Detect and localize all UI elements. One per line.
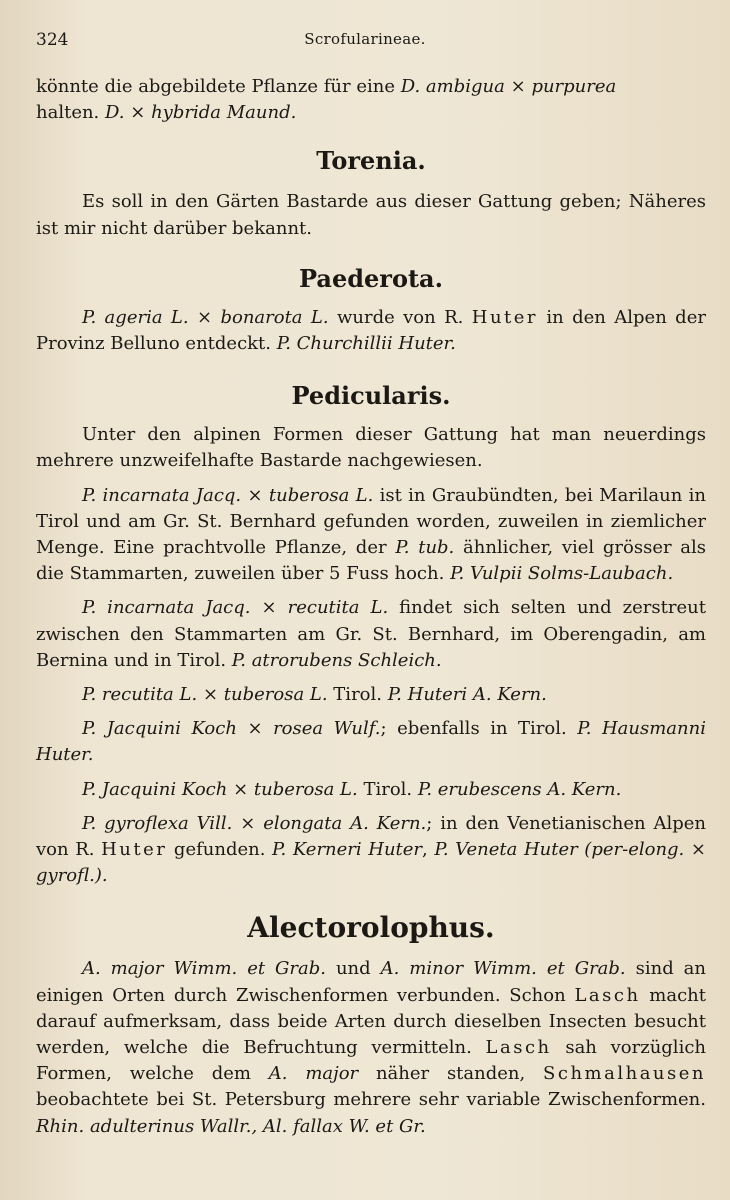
intro-paragraph: könnte die abgebildete Pflanze für eine D. ambigua × purpurea halten. D. ⨯ hybrida Maund. [36,76,617,124]
pedicularis-hybrid-1: P. incarnata Jacq. × tuberosa L. ist in Graubündten, bei Marilaun in Tirol und am Gr. St. Bernhard gefunden worden, zuweilen in ziemlicher Menge. Eine prachtvolle Pflanze, der P. tub. ähnlicher, viel grösser als die Stammarten, zuweilen über 5 Fuss hoch. P. Vulpii Solms-Laubach. [36,484,707,585]
alectorolophus-paragraph: A. major Wimm. et Grab. und A. minor Wimm. et Grab. sind an einigen Orten durch Zwischenformen verbunden. Schon Lasch macht darauf aufmerksam, dass beide Arten durch dieselben Insecten besucht werden, welche die Befruchtung vermitteln. Lasch sah vorzüglich Formen, welche dem A. major näher standen, Schmalhausen beobachtete bei St. Petersburg mehrere sehr variable Zwischenformen. Rhin. adulterinus Wallr., Al. fallax W. et Gr. [36,958,707,1137]
running-title: Scrofularineae. [304,30,426,48]
pedicularis-hybrid-5: P. Jacquini Koch × tuberosa L. Tirol. P. erubescens A. Kern. [82,778,622,800]
pedicularis-hybrid-3: P. recutita L. × tuberosa L. Tirol. P. Huteri A. Kern. [82,684,547,706]
pedicularis-hybrid-4: P. Jacquini Koch × rosea Wulf.; ebenfalls in Tirol. P. Hausmanni Huter. [36,718,706,766]
heading-pedicularis: Pedicularis. [291,381,451,411]
torenia-paragraph: Es soll in den Gärten Bastarde aus dieser Gattung geben; Näheres ist mir nicht darüber bekannt. [36,191,706,239]
pedicularis-hybrid-6: P. gyroflexa Vill. × elongata A. Kern.; in den Venetianischen Alpen von R. Huter gefunden. P. Kerneri Huter, P. Veneta Huter (per-elong. × gyrofl.). [36,812,706,887]
page-header [36,30,694,54]
heading-alectorolophus: Alectorolophus. [247,911,495,945]
pedicularis-intro-paragraph: Unter den alpinen Formen dieser Gattung hat man neuerdings mehrere unzweifelhafte Bastarde nachgewiesen. [36,424,706,472]
pedicularis-hybrid-2: P. incarnata Jacq. × recutita L. findet sich selten und zerstreut zwischen den Stammarten am Gr. St. Bernhard, im Oberengadin, am Bernina und in Tirol. P. atrorubens Schleich. [36,597,706,671]
paederota-paragraph: P. ageria L. × bonarota L. wurde von R. Huter in den Alpen der Provinz Belluno entdeckt. P. Churchillii Huter. [36,306,706,355]
page-number: 324 [36,30,69,50]
heading-paederota: Paederota. [299,263,443,293]
page-body [36,74,706,1140]
heading-torenia: Torenia. [316,146,426,176]
